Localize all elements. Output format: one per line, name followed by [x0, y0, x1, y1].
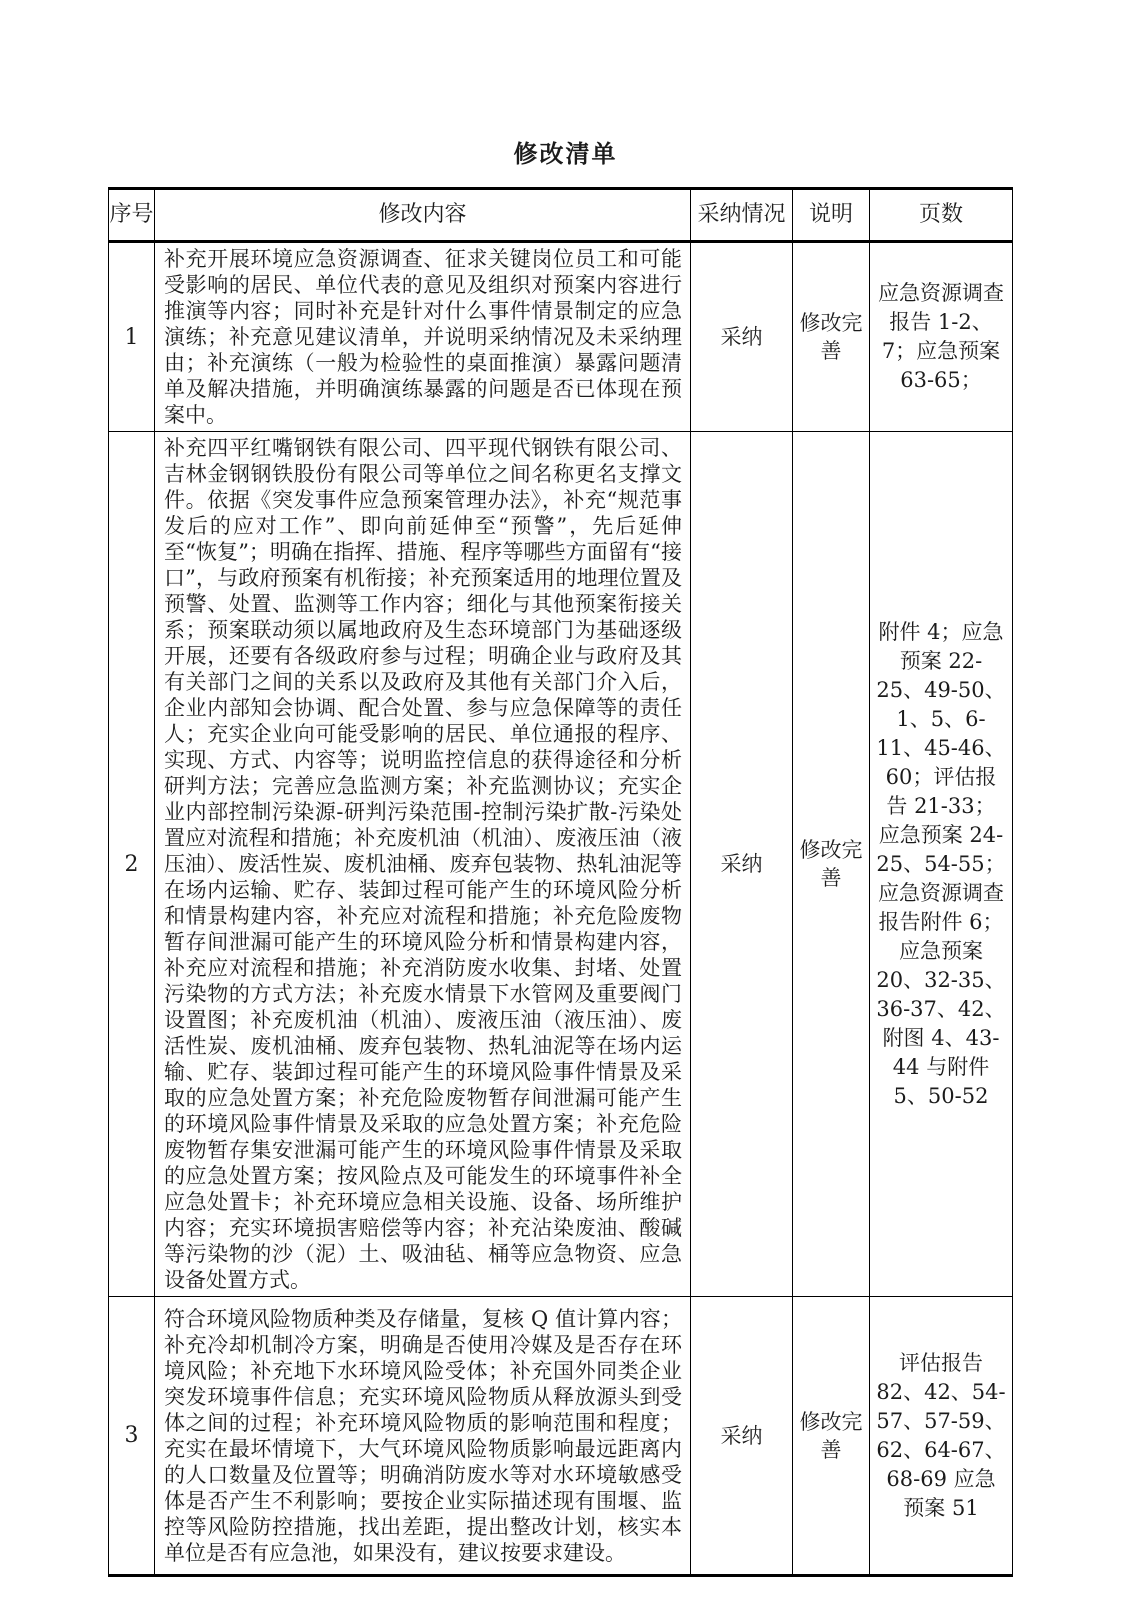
col-header-explanation: 说明 [793, 189, 870, 242]
page-numbers-cell: 附件 4；应急预案 22-25、49-50、1、5、6-11、45-46、60；评估报告 21-33；应急预案 24-25、54-55；应急资源调查报告附件 6；应急预案 20、32-35、36-37、42、附图 4、43-44 与附件 5、50-52 [870, 432, 1013, 1297]
revision-table [108, 187, 1013, 1577]
page-numbers-cell: 评估报告 82、42、54-57、57-59、62、64-67、68-69 应急预案 51 [870, 1297, 1013, 1576]
explanation-cell: 修改完善 [793, 432, 870, 1297]
table-row [109, 1297, 1013, 1576]
serial-number-cell: 1 [109, 242, 155, 432]
col-header-serial-number: 序号 [109, 189, 155, 242]
table-header-row [109, 189, 1013, 242]
serial-number-cell: 2 [109, 432, 155, 1297]
page-numbers-cell: 应急资源调查报告 1-2、7；应急预案 63-65； [870, 242, 1013, 432]
explanation-cell: 修改完善 [793, 1297, 870, 1576]
page-title: 修改清单 [513, 139, 618, 168]
explanation-cell: 修改完善 [793, 242, 870, 432]
table-row [109, 242, 1013, 432]
adoption-status-cell: 采纳 [691, 242, 793, 432]
modification-content-cell: 补充开展环境应急资源调查、征求关键岗位员工和可能受影响的居民、单位代表的意见及组织对预案内容进行推演等内容；同时补充是针对什么事件情景制定的应急演练；补充意见建议清单，并说明采纳情况及未采纳理由；补充演练（一般为检验性的桌面推演）暴露问题清单及解决措施，并明确演练暴露的问题是否已体现在预案中。 [155, 242, 691, 432]
adoption-status-cell: 采纳 [691, 432, 793, 1297]
col-header-modification-content: 修改内容 [155, 189, 691, 242]
table-row [109, 432, 1013, 1297]
modification-content-cell: 补充四平红嘴钢铁有限公司、四平现代钢铁有限公司、吉林金钢钢铁股份有限公司等单位之间名称更名支撑文件。依据《突发事件应急预案管理办法》，补充“规范事发后的应对工作”、即向前延伸至“预警”，先后延伸至“恢复”；明确在指挥、措施、程序等哪些方面留有“接口”，与政府预案有机衔接；补充预案适用的地理位置及预警、处置、监测等工作内容；细化与其他预案衔接关系；预案联动须以属地政府及生态环境部门为基础逐级开展，还要有各级政府参与过程；明确企业与政府及其有关部门之间的关系以及政府及其他有关部门介入后，企业内部知会协调、配合处置、参与应急保障等的责任人；充实企业向可能受影响的居民、单位通报的程序、实现、方式、内容等；说明监控信息的获得途径和分析研判方法；完善应急监测方案；补充监测协议；充实企业内部控制污染源-研判污染范围-控制污染扩散-污染处置应对流程和措施；补充废机油（机油）、废液压油（液压油）、废活性炭、废机油桶、废弃包装物、热轧油泥等在场内运输、贮存、装卸过程可能产生的环境风险分析和情景构建内容，补充应对流程和措施；补充危险废物暂存间泄漏可能产生的环境风险分析和情景构建内容，补充应对流程和措施；补充消防废水收集、封堵、处置污染物的方式方法；补充废水情景下水管网及重要阀门设置图；补充废机油（机油）、废液压油（液压油）、废活性炭、废机油桶、废弃包装物、热轧油泥等在场内运输、贮存、装卸过程可能产生的环境风险事件情景及采取的应急处置方案；补充危险废物暂存间泄漏可能产生的环境风险事件情景及采取的应急处置方案；补充危险废物暂存集安泄漏可能产生的环境风险事件情景及采取的应急处置方案；按风险点及可能发生的环境事件补全应急处置卡；补充环境应急相关设施、设备、场所维护内容；充实环境损害赔偿等内容；补充沾染废油、酸碱等污染物的沙（泥）土、吸油毡、桶等应急物资、应急设备处置方式。 [155, 432, 691, 1297]
col-header-page-numbers: 页数 [870, 189, 1013, 242]
adoption-status-cell: 采纳 [691, 1297, 793, 1576]
serial-number-cell: 3 [109, 1297, 155, 1576]
col-header-adoption-status: 采纳情况 [691, 189, 793, 242]
modification-content-cell: 符合环境风险物质种类及存储量，复核 Q 值计算内容；补充冷却机制冷方案，明确是否使用冷媒及是否存在环境风险；补充地下水环境风险受体；补充国外同类企业突发环境事件信息；充实环境风险物质从释放源头到受体之间的过程；补充环境风险物质的影响范围和程度；充实在最坏情境下，大气环境风险物质影响最远距离内的人口数量及位置等；明确消防废水等对水环境敏感受体是否产生不利影响；要按企业实际描述现有围堰、监控等风险防控措施，找出差距，提出整改计划，核实本单位是否有应急池，如果没有，建议按要求建设。 [155, 1297, 691, 1576]
